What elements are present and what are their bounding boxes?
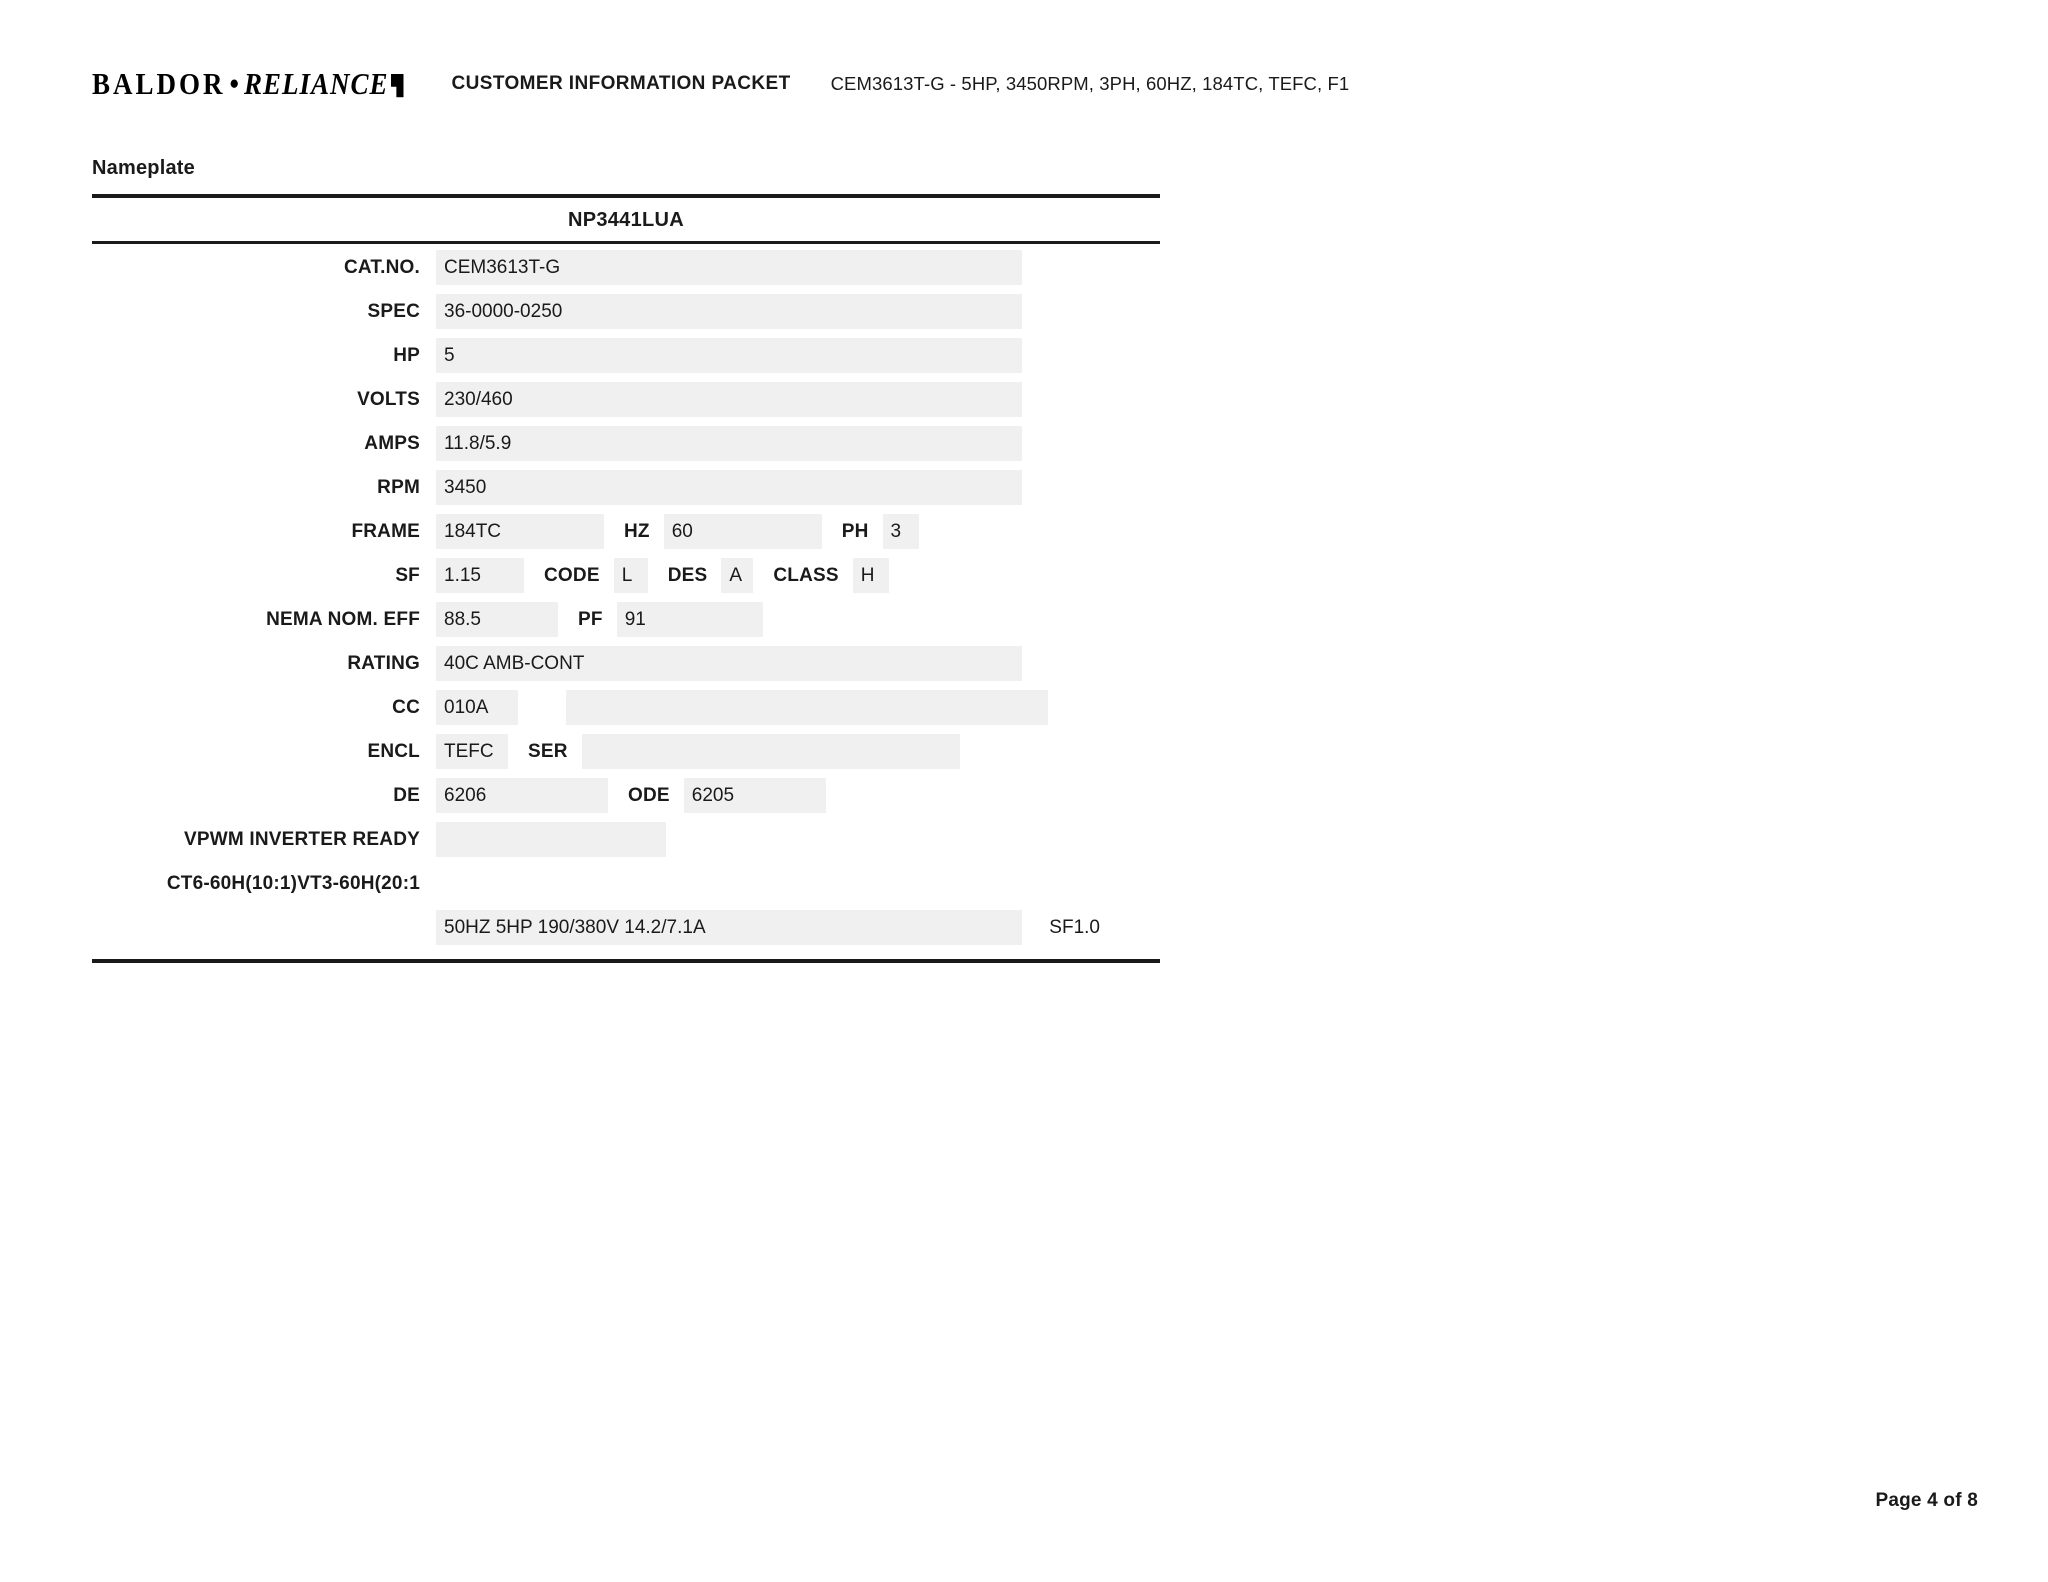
label-hz: HZ — [624, 521, 650, 542]
label-code: CODE — [544, 565, 600, 586]
table-row-cc — [92, 690, 1160, 725]
spacer-cc — [518, 690, 566, 725]
value-de: 6206 — [436, 778, 608, 813]
value-rpm: 3450 — [436, 470, 1022, 505]
value-frame: 184TC — [436, 514, 604, 549]
label-volts: VOLTS — [357, 389, 420, 410]
label-de: DE — [393, 785, 420, 806]
table-row-rpm — [92, 470, 1160, 505]
label-ode: ODE — [628, 785, 670, 806]
label-sf: SF — [395, 565, 420, 586]
value-50hz-rating: 50HZ 5HP 190/380V 14.2/7.1A — [436, 910, 1022, 945]
table-row-rating — [92, 646, 1160, 681]
value-volts: 230/460 — [436, 382, 1022, 417]
table-row-vpwm — [92, 822, 1160, 857]
table-row-cat-no — [92, 250, 1160, 285]
label-cc: CC — [392, 697, 420, 718]
nameplate-id: NP3441LUA — [567, 209, 685, 231]
baldor-reliance-logo — [92, 67, 404, 102]
value-cc-extra — [566, 690, 1048, 725]
label-rpm: RPM — [377, 477, 420, 498]
value-pf: 91 — [617, 602, 763, 637]
value-ode: 6205 — [684, 778, 826, 813]
value-nema-nom-eff: 88.5 — [436, 602, 558, 637]
label-cat-no: CAT.NO. — [344, 257, 420, 278]
label-rating: RATING — [347, 653, 420, 674]
table-row-amps — [92, 426, 1160, 461]
value-amps: 11.8/5.9 — [436, 426, 1022, 461]
brand-reliance: RELIANCE — [243, 66, 389, 101]
brand-mark-icon — [391, 73, 404, 97]
table-row-50hz — [92, 910, 1160, 945]
value-vpwm-inverter-ready — [436, 822, 666, 857]
brand-baldor: BALDOR — [92, 66, 226, 101]
page-number: Page 4 of 8 — [1875, 1490, 1978, 1511]
value-hz: 60 — [664, 514, 822, 549]
label-spec: SPEC — [367, 301, 420, 322]
value-hp: 5 — [436, 338, 1022, 373]
table-row-encl — [92, 734, 1160, 769]
value-spec: 36-0000-0250 — [436, 294, 1022, 329]
label-frame: FRAME — [351, 521, 420, 542]
value-cat-no: CEM3613T-G — [436, 250, 1022, 285]
page-header — [92, 64, 1956, 104]
nameplate-table — [92, 194, 1160, 963]
label-pf: PF — [578, 609, 603, 630]
table-row-de — [92, 778, 1160, 813]
table-row-volts — [92, 382, 1160, 417]
label-ph: PH — [841, 521, 869, 542]
value-rating: 40C AMB-CONT — [436, 646, 1022, 681]
brand-separator-dot: • — [229, 66, 240, 101]
label-vpwm-inverter-ready: VPWM INVERTER READY — [183, 829, 420, 850]
document-title: CUSTOMER INFORMATION PACKET — [451, 73, 791, 94]
label-ct-vt: CT6-60H(10:1)VT3-60H(20:1 — [166, 873, 420, 894]
label-des: DES — [667, 565, 708, 586]
label-ser: SER — [528, 741, 568, 762]
nameplate-rows — [92, 244, 1160, 959]
value-cc: 010A — [436, 690, 518, 725]
value-class: H — [853, 558, 889, 593]
value-sf10: SF1.0 — [1049, 917, 1100, 938]
table-bottom-rule — [92, 959, 1160, 963]
table-row-sf — [92, 558, 1160, 593]
label-amps: AMPS — [364, 433, 420, 454]
value-encl: TEFC — [436, 734, 508, 769]
value-ser — [582, 734, 960, 769]
label-class: CLASS — [773, 565, 839, 586]
section-title-nameplate: Nameplate — [92, 157, 195, 179]
table-row-nema-nom-eff — [92, 602, 1160, 637]
label-encl: ENCL — [367, 741, 420, 762]
spacer-bottom — [92, 910, 436, 945]
value-code: L — [614, 558, 648, 593]
value-des: A — [721, 558, 753, 593]
table-row-hp — [92, 338, 1160, 373]
document-subtitle: CEM3613T-G - 5HP, 3450RPM, 3PH, 60HZ, 184TC, TEFC, F1 — [830, 73, 1350, 94]
label-nema-nom-eff: NEMA NOM. EFF — [266, 609, 420, 630]
table-row-ct-vt — [92, 866, 1160, 901]
table-row-frame — [92, 514, 1160, 549]
table-row-spec — [92, 294, 1160, 329]
value-sf: 1.15 — [436, 558, 524, 593]
label-hp: HP — [393, 345, 420, 366]
value-ph: 3 — [883, 514, 919, 549]
